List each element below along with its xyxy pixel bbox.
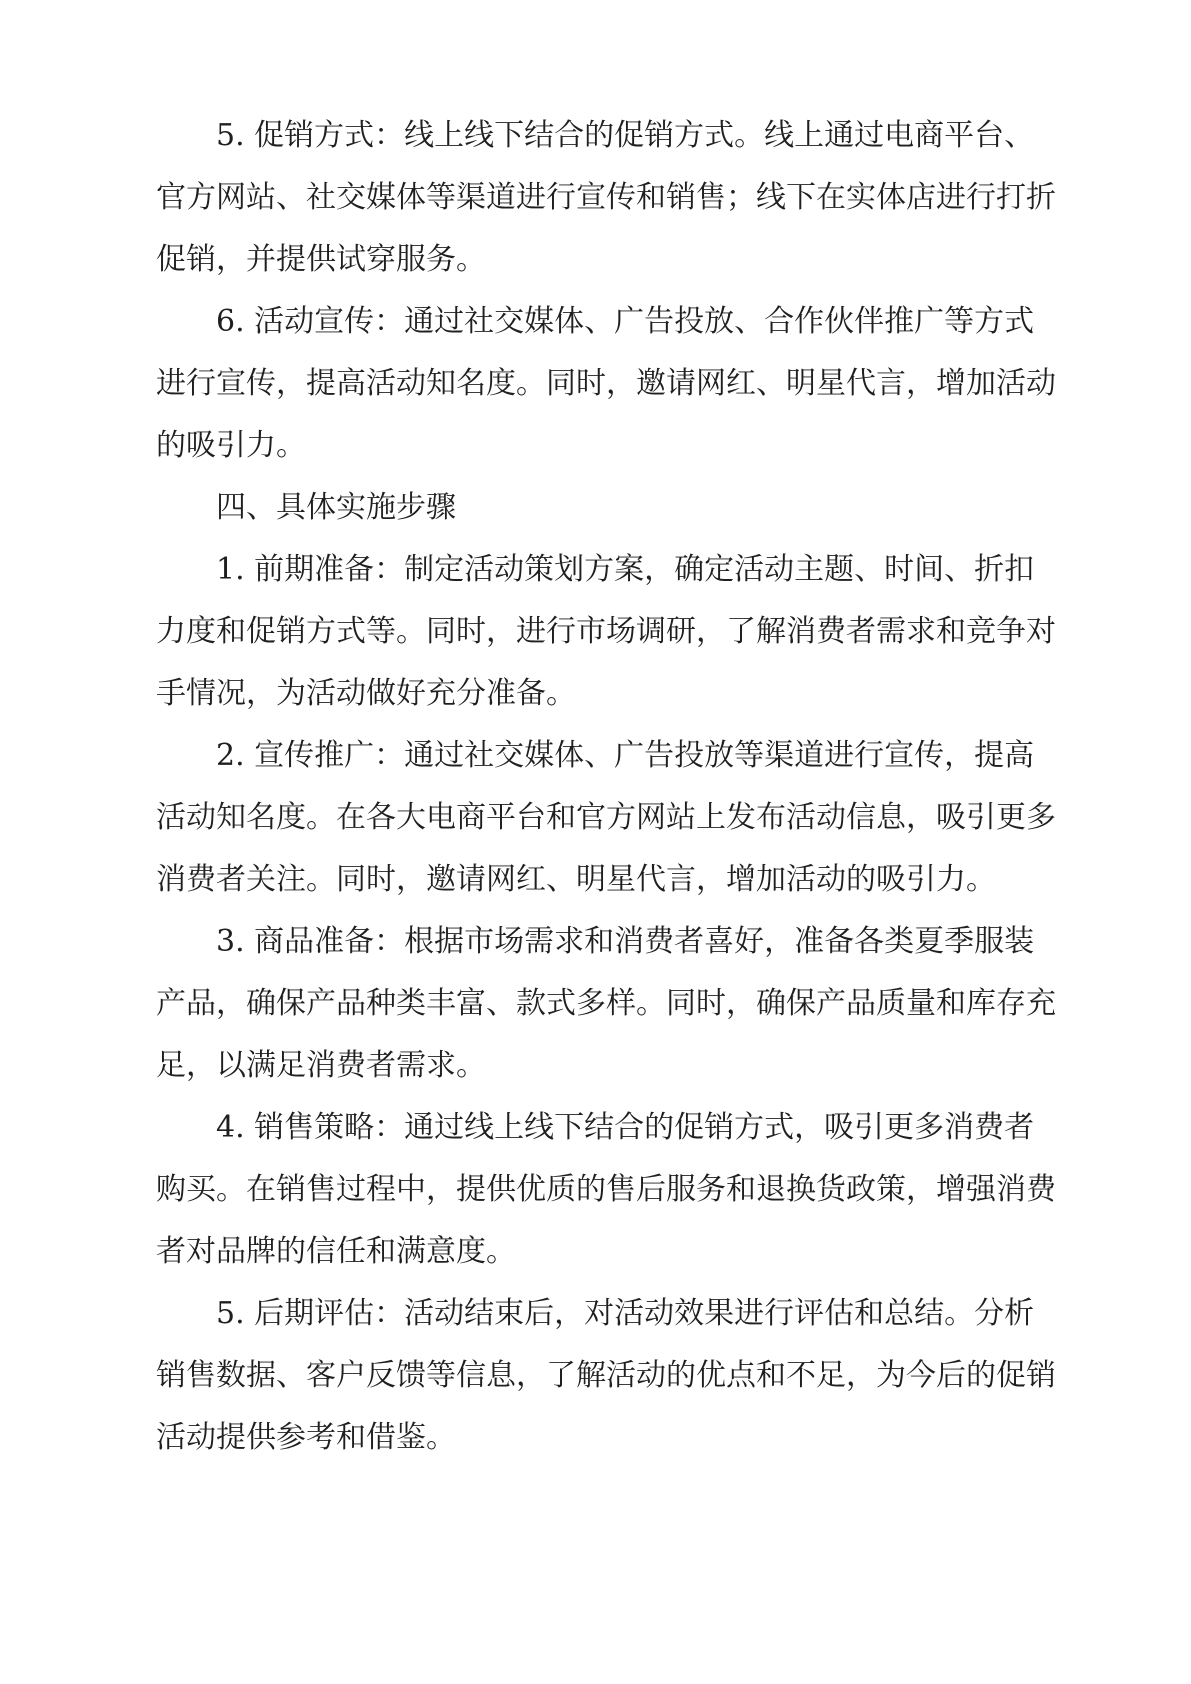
paragraph-promotion-outreach: 2. 宣传推广：通过社交媒体、广告投放等渠道进行宣传，提高活动知名度。在各大电商平台和官方网站上发布活动信息，吸引更多消费者关注。同时，邀请网红、明星代言，增加活动的吸引力。 <box>156 738 1056 897</box>
document-body <box>156 105 1060 1469</box>
section-heading-implementation-steps: 四、具体实施步骤 <box>216 490 456 525</box>
paragraph-early-preparation: 1. 前期准备：制定活动策划方案，确定活动主题、时间、折扣力度和促销方式等。同时，进行市场调研，了解消费者需求和竞争对手情况，为活动做好充分准备。 <box>156 552 1056 711</box>
paragraph-promotion-method: 5. 促销方式：线上线下结合的促销方式。线上通过电商平台、官方网站、社交媒体等渠道进行宣传和销售；线下在实体店进行打折促销，并提供试穿服务。 <box>156 118 1056 277</box>
paragraph-sales-strategy: 4. 销售策略：通过线上线下结合的促销方式，吸引更多消费者购买。在销售过程中，提供优质的售后服务和退换货政策，增强消费者对品牌的信任和满意度。 <box>156 1110 1056 1269</box>
paragraph-campaign-publicity: 6. 活动宣传：通过社交媒体、广告投放、合作伙伴推广等方式进行宣传，提高活动知名度。同时，邀请网红、明星代言，增加活动的吸引力。 <box>156 304 1056 463</box>
paragraph-later-evaluation: 5. 后期评估：活动结束后，对活动效果进行评估和总结。分析销售数据、客户反馈等信息，了解活动的优点和不足，为今后的促销活动提供参考和借鉴。 <box>156 1296 1056 1455</box>
paragraph-product-preparation: 3. 商品准备：根据市场需求和消费者喜好，准备各类夏季服装产品，确保产品种类丰富、款式多样。同时，确保产品质量和库存充足，以满足消费者需求。 <box>156 924 1056 1083</box>
